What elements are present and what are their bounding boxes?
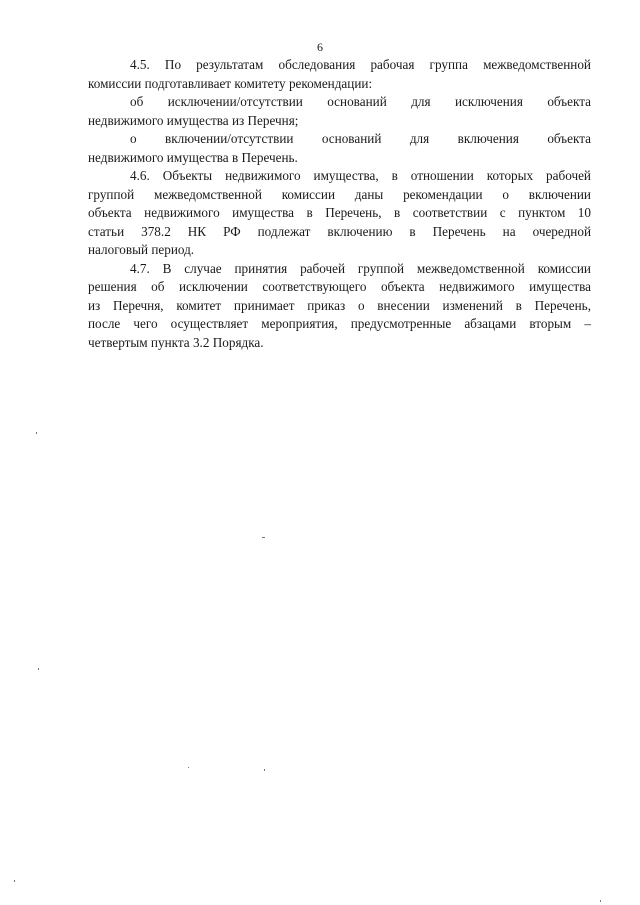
scan-speck	[264, 769, 265, 771]
scan-speck	[188, 767, 189, 768]
paragraph-4-5	[88, 56, 591, 93]
paragraph-4-7	[88, 260, 591, 353]
text-line: 4.5. По результатам обследования рабочая группа межведомственной	[130, 57, 591, 72]
text-line: 4.7. В случае принятия рабочей группой межведомственной комиссии	[130, 260, 591, 276]
text-line: группой межведомственной комиссии даны рекомендации о включении	[88, 186, 591, 202]
text-line: комиссии подготавливает комитету рекомендации:	[88, 75, 373, 91]
text-line: недвижимого имущества в Перечень.	[88, 149, 298, 165]
scan-speck	[14, 880, 15, 882]
scan-speck	[600, 900, 601, 902]
paragraph-4-5-option-include	[88, 130, 591, 167]
paragraph-4-5-option-exclude	[88, 93, 591, 130]
page-number: 6	[317, 40, 323, 54]
text-line: об исключении/отсутствии оснований для исключения объекта	[130, 94, 591, 109]
text-line: из Перечня, комитет принимает приказ о внесении изменений в Перечень,	[88, 297, 591, 313]
document-body	[88, 56, 591, 352]
text-line: объекта недвижимого имущества в Перечень, в соответствии с пунктом 10	[88, 205, 591, 220]
scan-speck	[262, 537, 265, 538]
paragraph-4-6	[88, 167, 591, 260]
scan-speck	[38, 668, 39, 670]
text-line: 4.6. Объекты недвижимого имущества, в отношении которых рабочей	[130, 168, 591, 183]
text-line: статьи 378.2 НК РФ подлежат включению в Перечень на очередной	[88, 223, 591, 239]
scan-speck	[36, 432, 37, 434]
text-line: четвертым пункта 3.2 Порядка.	[88, 334, 264, 350]
text-line: решения об исключении соответствующего объекта недвижимого имущества	[88, 279, 591, 294]
text-line: после чего осуществляет мероприятия, предусмотренные абзацами вторым –	[88, 316, 591, 331]
text-line: налоговый период.	[88, 242, 195, 257]
text-line: о включении/отсутствии оснований для включения объекта	[130, 131, 591, 146]
text-line: недвижимого имущества из Перечня;	[88, 112, 299, 128]
